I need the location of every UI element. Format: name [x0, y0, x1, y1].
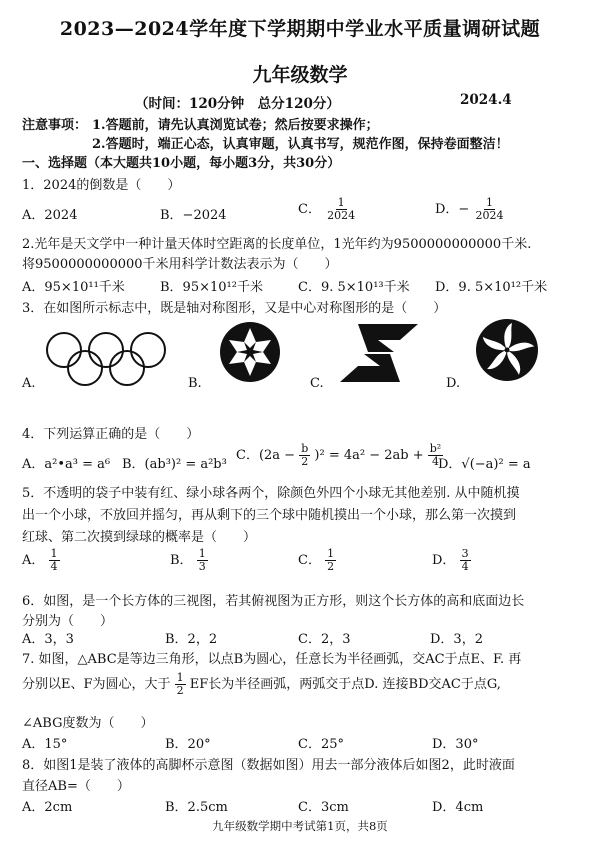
fraction-numerator: 1 — [337, 196, 345, 209]
olympic-rings-icon — [44, 330, 169, 392]
q8-option-b: B．2.5cm — [165, 800, 228, 815]
q1-option-c-fraction — [325, 197, 357, 222]
fraction-denominator: 2 — [176, 684, 184, 698]
q7-half-fraction — [175, 672, 186, 697]
q8-option-d: D．4cm — [432, 800, 484, 815]
section-heading: 一、选择题（本大题共10小题，每小题3分，共30分） — [22, 156, 341, 171]
exam-title: 2023—2024学年度下学期期中学业水平质量调研试题 — [59, 18, 541, 40]
q4-option-c — [236, 443, 443, 468]
q1-option-c-label: C． — [298, 202, 321, 218]
q7-stem-line-2-pre: 分别以E、F为圆心，大于 — [22, 677, 171, 693]
q6-option-d: D．3，2 — [430, 632, 483, 647]
fraction-numerator: 3 — [461, 547, 469, 560]
q5-option-d-label: D． — [432, 553, 456, 569]
q4-option-c-fraction-1 — [299, 443, 310, 468]
q1-option-a: A．2024 — [22, 208, 78, 223]
q5-option-b-fraction — [197, 548, 208, 573]
q5-option-c — [298, 548, 336, 573]
page-footer: 九年级数学期中考试第1页，共8页 — [212, 819, 388, 833]
q5-stem-line-2: 出一个小球，不放回并摇匀，再从剩下的三个球中随机摸出一个小球，那么第一次摸到 — [22, 508, 517, 523]
q1-option-d-fraction — [473, 197, 505, 222]
q4-stem: 4．下列运算正确的是（ ） — [22, 427, 200, 442]
q7-option-d: D．30° — [432, 737, 479, 752]
q1-option-b: B．−2024 — [160, 208, 227, 223]
fraction-denominator: 4 — [431, 455, 439, 469]
time-info: （时间：120分钟 总分120分） — [135, 96, 340, 112]
q4-option-d: D．√(−a)² = a — [438, 457, 531, 472]
q5-option-b-label: B． — [170, 553, 193, 569]
fraction-denominator: 3 — [198, 560, 206, 574]
notes-item-1: 1.答题前，请先认真浏览试卷；然后按要求操作； — [92, 118, 379, 133]
q2-stem-line-2: 将9500000000000千米用科学计数法表示为（ ） — [22, 257, 338, 272]
q3-stem: 3．在如图所示标志中，既是轴对称图形，又是中心对称图形的是（ ） — [22, 301, 447, 316]
q5-option-c-fraction — [325, 548, 336, 573]
q2-option-a: A．95×10¹¹千米 — [22, 280, 125, 295]
q5-option-d — [432, 548, 471, 573]
q4-option-c-pre: C．(2a − — [236, 448, 296, 464]
q5-stem-line-1: 5．不透明的袋子中装有红、绿小球各两个，除颜色外四个小球无其他差别. 从中随机摸 — [22, 486, 520, 501]
notes-label: 注意事项： — [22, 118, 88, 133]
fraction-numerator: 1 — [485, 196, 493, 209]
q1-option-d-label: D．− — [435, 202, 470, 218]
fraction-denominator: 2 — [301, 455, 309, 469]
q4-option-a: A．a²•a³ = a⁶ — [22, 457, 111, 472]
q6-option-c: C．2，3 — [298, 632, 351, 647]
q8-option-a: A．2cm — [22, 800, 73, 815]
q5-option-a — [22, 548, 60, 573]
q2-option-d: D．9. 5×10¹²千米 — [435, 280, 548, 295]
q2-option-c: C．9. 5×10¹³千米 — [298, 280, 410, 295]
q6-stem-line-1: 6．如图，是一个长方体的三视图，若其俯视图为正方形，则这个长方体的高和底面边长 — [22, 594, 525, 609]
bauhinia-logo-icon — [474, 317, 540, 383]
fraction-numerator: 1 — [327, 547, 335, 560]
snowflake-logo-icon — [218, 320, 282, 384]
s-logo-icon — [338, 322, 420, 384]
q5-option-c-label: C． — [298, 553, 321, 569]
fraction-numerator: b² — [429, 442, 442, 455]
q7-stem-line-2-post: EF长为半径画弧，两弧交于点D. 连接BD交AC于点G, — [189, 677, 501, 693]
q7-stem-line-1: 7. 如图，△ABC是等边三角形，以点B为圆心，任意长为半径画弧，交AC于点E、F. 再 — [22, 652, 522, 667]
q3-option-a: A. — [22, 376, 36, 391]
q8-option-c: C．3cm — [298, 800, 349, 815]
q5-option-b — [170, 548, 208, 573]
q8-stem-line-1: 8．如图1是装了液体的高脚杯示意图（数据如图）用去一部分液体后如图2，此时液面 — [22, 758, 515, 773]
q3-option-c: C. — [310, 376, 324, 391]
fraction-denominator: 2 — [327, 560, 335, 574]
q4-option-b: B．(ab³)² = a²b³ — [122, 457, 227, 472]
q6-stem-line-2: 分别为（ ） — [22, 614, 114, 629]
q4-option-c-mid: )² = 4a² − 2ab + — [314, 448, 424, 464]
q7-stem-line-2 — [22, 672, 501, 697]
q1-stem: 1．2024的倒数是（ ） — [22, 178, 181, 193]
q7-option-a: A．15° — [22, 737, 68, 752]
fraction-denominator: 4 — [461, 560, 469, 574]
fraction-denominator: 2024 — [327, 209, 356, 223]
q3-option-d: D. — [446, 376, 461, 391]
q7-stem-line-3: ∠ABG度数为（ ） — [22, 716, 154, 731]
fraction-numerator: 1 — [176, 671, 184, 684]
fraction-numerator: 1 — [50, 547, 58, 560]
subject-title: 九年级数学 — [252, 64, 348, 86]
q7-option-b: B．20° — [165, 737, 211, 752]
fraction-denominator: 2024 — [475, 209, 504, 223]
fraction-numerator: 1 — [198, 547, 206, 560]
q8-stem-line-2: 直径AB=（ ） — [22, 779, 130, 794]
notes-item-2: 2.答题时，端正心态，认真审题，认真书写，规范作图，保持卷面整洁！ — [92, 137, 509, 152]
q6-option-b: B．2，2 — [165, 632, 218, 647]
q7-option-c: C．25° — [298, 737, 344, 752]
q5-option-d-fraction — [460, 548, 471, 573]
q5-stem-line-3: 红球、第二次摸到绿球的概率是（ ） — [22, 530, 257, 545]
q5-option-a-fraction — [49, 548, 60, 573]
exam-date: 2024.4 — [460, 92, 512, 108]
fraction-denominator: 4 — [50, 560, 58, 574]
q1-option-c — [298, 197, 357, 222]
q2-stem-line-1: 2.光年是天文学中一种计量天体时空距离的长度单位，1光年约为9500000000000千米. — [22, 237, 532, 252]
fraction-numerator: b — [301, 442, 309, 455]
q6-option-a: A．3，3 — [22, 632, 74, 647]
q5-option-a-label: A． — [22, 553, 45, 569]
q1-option-d — [435, 197, 505, 222]
q3-option-b: B. — [188, 376, 202, 391]
q2-option-b: B．95×10¹²千米 — [160, 280, 263, 295]
